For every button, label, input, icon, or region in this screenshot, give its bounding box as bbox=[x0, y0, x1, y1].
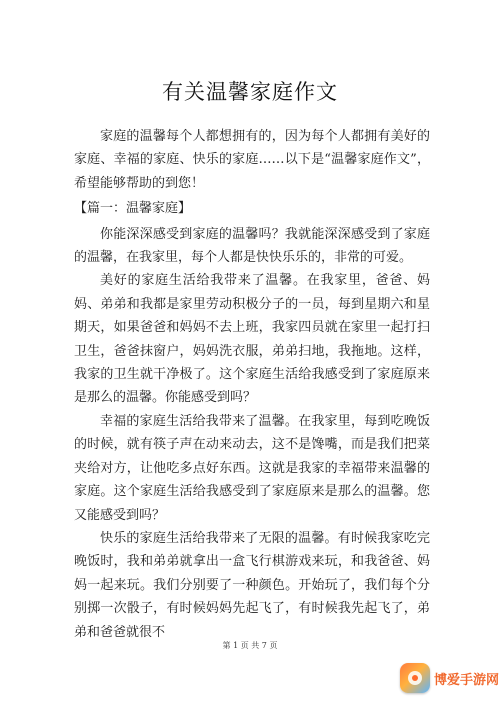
watermark-logo bbox=[400, 658, 500, 698]
logo-icon bbox=[400, 663, 430, 693]
paragraph: 美好的家庭生活给我带来了温馨。在我家里，爸爸、妈妈、弟弟和我都是家里劳动积极分子的一员，每到星期六和星期天，如果爸爸和妈妈不去上班，我家四员就在家里一起打扫卫生，爸爸抹窗户，妈妈洗衣服，弟弟扫地，我拖地。这样，我家的卫生就干净极了。这个家庭生活给我感受到了家庭原来是那么的温馨。你能感受到吗？ bbox=[74, 273, 430, 406]
paragraph: 你能深深感受到家庭的温馨吗？我就能深深感受到了家庭的温馨，在我家里，每个人都是快快乐乐的，非常的可爱。 bbox=[74, 226, 430, 266]
section-heading: 【篇一：温馨家庭】 bbox=[74, 201, 192, 217]
page-number-footer: 第 1 页 共 7 页 bbox=[222, 641, 278, 650]
paragraph: 快乐的家庭生活给我带来了无限的温馨。有时候我家吃完晚饭时，我和弟弟就拿出一盒飞行棋游戏来玩，和我爸爸、妈妈一起来玩。我们分别要了一种颜色。开始玩了，我们每个分别掷一次骰子，有时候妈妈先起飞了，有时候我先起飞了，弟弟和爸爸就很不 bbox=[74, 530, 430, 640]
document-title: 有关温馨家庭作文 bbox=[162, 80, 338, 104]
paragraph: 幸福的家庭生活给我带来了温馨。在我家里，每到吃晚饭的时候，就有筷子声在动来动去，这不是馋嘴，而是我们把菜夹给对方，让他吃多点好东西。这就是我家的幸福带来温馨的家庭。这个家庭生活给我感受到了家庭原来是那么的温馨。您又能感受到吗？ bbox=[74, 413, 430, 523]
paragraph-intro: 家庭的温馨每个人都想拥有的，因为每个人都拥有美好的家庭、幸福的家庭、快乐的家庭……以下是“温馨家庭作文”，希望能够帮助的到您！ bbox=[74, 129, 430, 191]
watermark-text: 博爱手游网 bbox=[434, 672, 500, 688]
document-body bbox=[74, 125, 430, 644]
